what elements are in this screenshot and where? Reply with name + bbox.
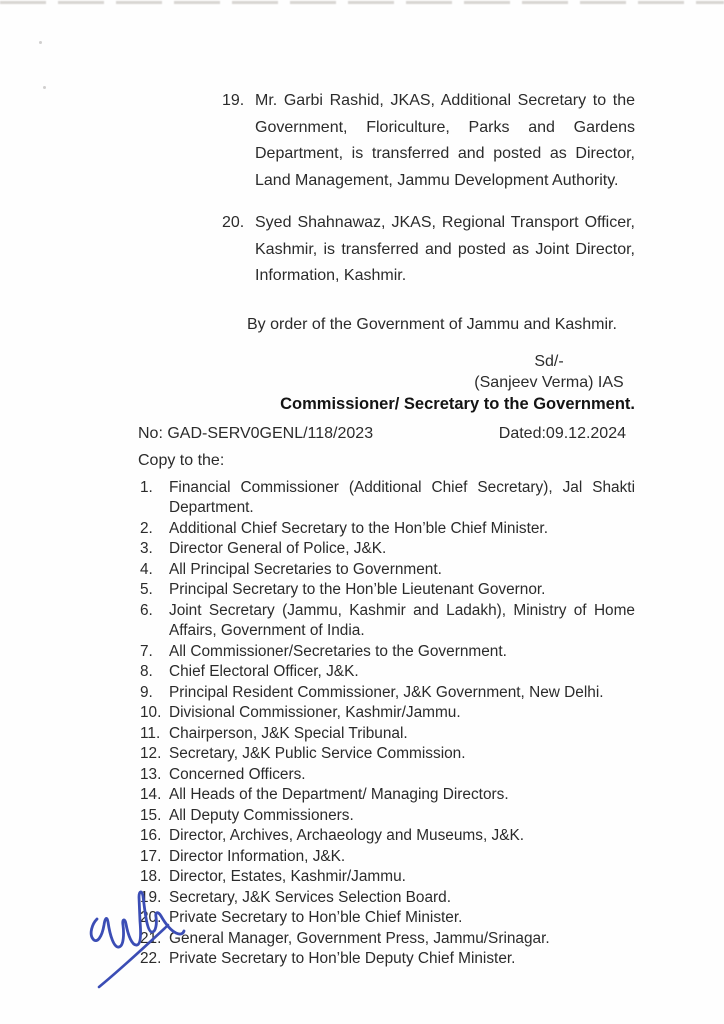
- copy-recipient-text: All Deputy Commissioners.: [169, 806, 354, 824]
- copy-recipient-item: [138, 601, 635, 642]
- copy-recipient-number: 16.: [140, 827, 162, 844]
- copy-to-heading: Copy to the:: [138, 451, 225, 469]
- copy-recipient-text: Divisional Commissioner, Kashmir/Jammu.: [169, 704, 461, 721]
- transfer-order-item-20: [138, 210, 635, 290]
- copy-recipient-text: All Heads of the Department/ Managing Directors.: [169, 786, 509, 803]
- reference-date: Dated:09.12.2024: [498, 424, 626, 442]
- copy-recipient-text: All Commissioner/Secretaries to the Government.: [169, 642, 507, 660]
- copy-recipient-number: 1.: [140, 478, 153, 496]
- copy-recipient-item: [138, 539, 635, 560]
- transfer-order-text: Syed Shahnawaz, JKAS, Regional Transport Officer, Kashmir, is transferred and posted as Joint Director, Information, Kashmir.: [255, 214, 635, 284]
- copy-recipient-number: 21.: [140, 929, 162, 947]
- signature-scribble: [91, 892, 184, 947]
- copy-recipient-number: 14.: [140, 786, 162, 803]
- transfer-order-text: Mr. Garbi Rashid, JKAS, Additional Secretary to the Government, Floriculture, Parks and Gardens Department, is transferred and posted as Director, Land Management, Jammu Development Authority.: [255, 92, 635, 189]
- signature-block: [463, 351, 635, 393]
- transfer-order-number: 19.: [222, 92, 245, 109]
- handwritten-signature: [85, 885, 245, 990]
- copy-recipient-item: [138, 806, 635, 827]
- copy-recipient-item: [138, 580, 635, 601]
- transfer-order-item-19: [138, 88, 635, 194]
- copy-recipient-number: 7.: [140, 642, 153, 660]
- copy-recipient-number: 18.: [140, 868, 162, 885]
- copy-recipient-item: [138, 765, 635, 786]
- copy-recipient-text: Principal Secretary to the Hon’ble Lieutenant Governor.: [169, 581, 546, 598]
- sd-line: Sd/-: [534, 352, 564, 370]
- copy-recipient-item: [138, 703, 635, 724]
- copy-recipient-text: Chairperson, J&K Special Tribunal.: [169, 724, 408, 742]
- copy-recipient-item: [138, 662, 635, 683]
- copy-recipient-text: Secretary, J&K Services Selection Board.: [169, 888, 451, 906]
- copy-recipient-text: Financial Commissioner (Additional Chief Secretary), Jal Shakti Department.: [169, 478, 635, 516]
- reference-line: [138, 425, 635, 443]
- copy-recipient-text: Secretary, J&K Public Service Commission.: [169, 745, 466, 762]
- copy-recipient-text: Director General of Police, J&K.: [169, 540, 387, 557]
- signatory-designation: Commissioner/ Secretary to the Government.: [280, 394, 635, 413]
- copy-recipient-text: Joint Secretary (Jammu, Kashmir and Ladakh), Ministry of Home Affairs, Government of India.: [169, 601, 635, 639]
- copy-recipient-item: [138, 847, 635, 868]
- copy-recipient-text: Additional Chief Secretary to the Hon’ble Chief Minister.: [169, 519, 548, 537]
- copy-recipient-number: 17.: [140, 847, 162, 865]
- copy-recipient-text: Private Secretary to Hon’ble Chief Minister.: [169, 909, 463, 926]
- copy-recipient-text: Principal Resident Commissioner, J&K Government, New Delhi.: [169, 683, 604, 701]
- copy-recipient-number: 19.: [140, 888, 162, 906]
- copy-recipient-text: Chief Electoral Officer, J&K.: [169, 663, 359, 680]
- copy-recipient-number: 13.: [140, 765, 162, 783]
- reference-number: No: GAD-SERV0GENL/118/2023: [138, 424, 374, 442]
- copy-recipient-number: 9.: [140, 683, 153, 701]
- copy-recipient-text: Concerned Officers.: [169, 765, 306, 783]
- copy-recipient-text: Director, Archives, Archaeology and Museums, J&K.: [169, 827, 524, 844]
- copy-recipient-item: [138, 642, 635, 663]
- copy-recipient-number: 11.: [140, 724, 161, 742]
- copy-recipient-text: Director, Estates, Kashmir/Jammu.: [169, 868, 406, 885]
- copy-recipient-text: All Principal Secretaries to Government.: [169, 560, 442, 578]
- copy-recipient-number: 15.: [140, 806, 162, 824]
- document-body: [138, 88, 635, 970]
- signatory-name: (Sanjeev Verma) IAS: [474, 373, 624, 391]
- copy-recipient-text: Director Information, J&K.: [169, 847, 346, 865]
- copy-recipient-item: [138, 478, 635, 519]
- copy-recipient-number: 5.: [140, 581, 153, 598]
- scan-artifact-top-line: [0, 1, 724, 4]
- copy-recipient-text: Private Secretary to Hon’ble Deputy Chief Minister.: [169, 950, 516, 967]
- copy-recipient-text: General Manager, Government Press, Jammu/Srinagar.: [169, 929, 550, 947]
- by-order-line: By order of the Government of Jammu and Kashmir.: [247, 315, 617, 333]
- copy-recipient-number: 22.: [140, 950, 162, 967]
- copy-recipient-item: [138, 519, 635, 540]
- copy-recipient-number: 20.: [140, 909, 162, 926]
- copy-recipient-item: [138, 724, 635, 745]
- copy-recipient-item: [138, 785, 635, 806]
- copy-recipient-item: [138, 560, 635, 581]
- copy-recipient-number: 3.: [140, 540, 153, 557]
- copy-recipient-number: 12.: [140, 745, 162, 762]
- copy-recipient-item: [138, 744, 635, 765]
- copy-recipient-number: 4.: [140, 560, 153, 578]
- copy-recipient-item: [138, 683, 635, 704]
- scan-artifact-dot: [43, 86, 46, 89]
- transfer-order-number: 20.: [222, 214, 245, 231]
- copy-recipient-number: 8.: [140, 663, 153, 680]
- scan-artifact-dot: [39, 41, 42, 44]
- copy-recipient-item: [138, 826, 635, 847]
- copy-recipient-number: 6.: [140, 601, 153, 619]
- copy-recipient-number: 2.: [140, 519, 153, 537]
- copy-recipient-number: 10.: [140, 704, 162, 721]
